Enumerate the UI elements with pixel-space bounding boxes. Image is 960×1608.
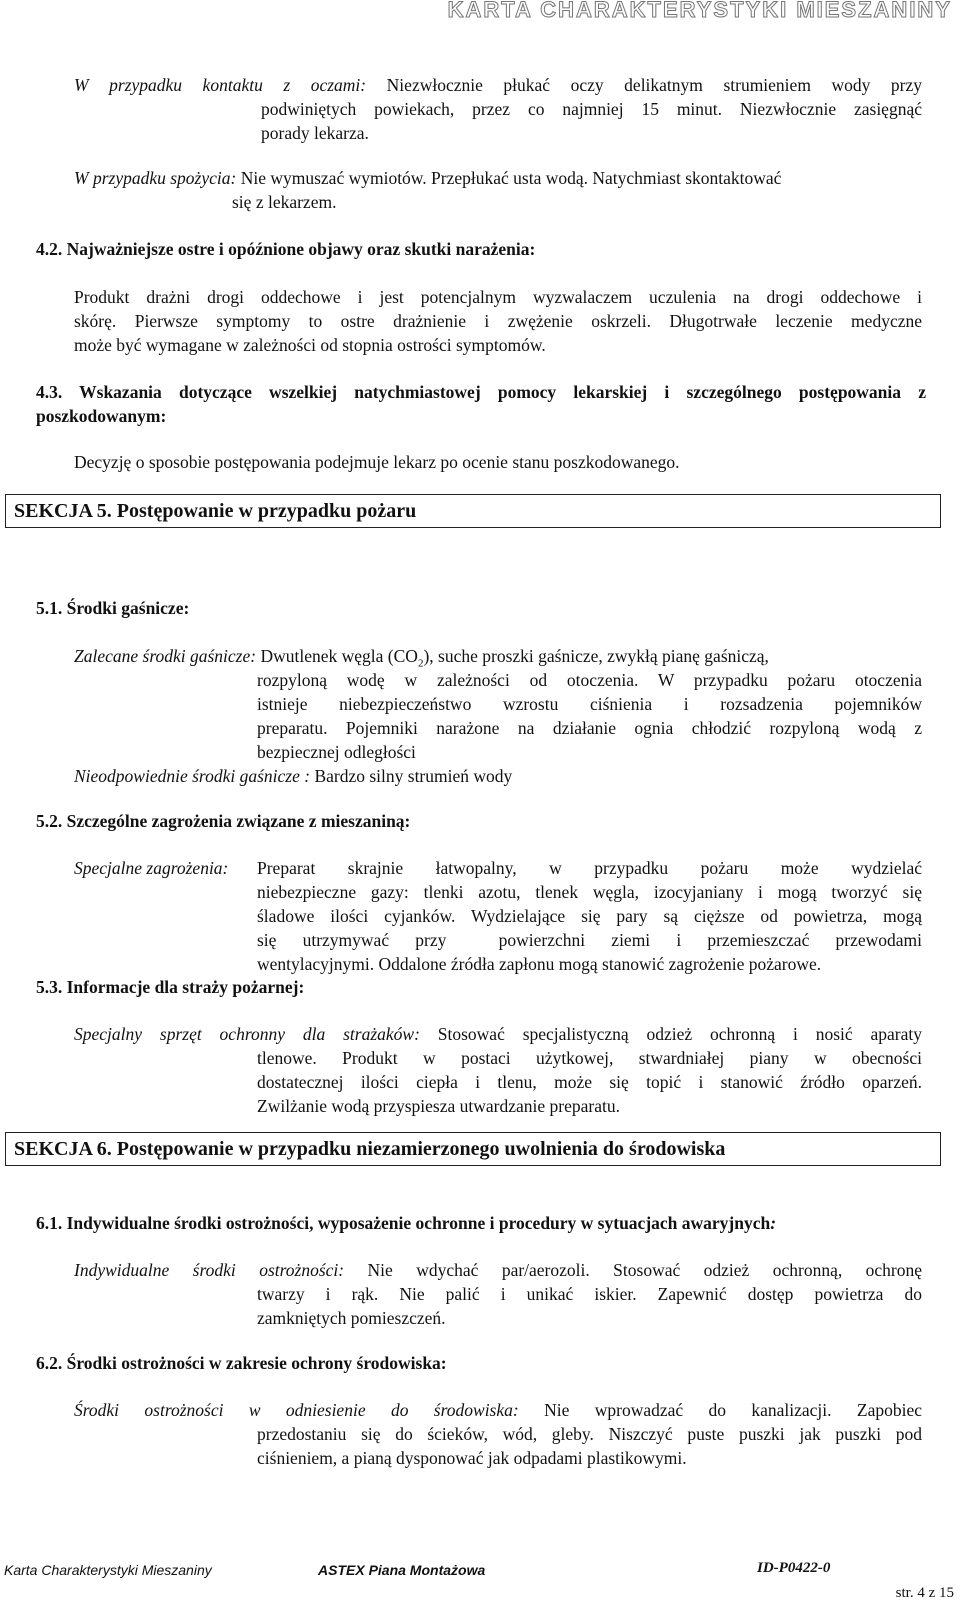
heading-6-1-text: 6.1. Indywidualne środki ostrożności, wyposażenie ochronne i procedury w sytuacjach awaryjnych [36,1213,771,1233]
first-aid-eyes [74,73,922,97]
unsuitable-text: Bardzo silny strumień wody [314,766,513,786]
special-hazards-line-2: niebezpieczne gazy: tlenki azotu, tlenek węgla, izocyjaniany i mogą tworzyć się [257,882,922,902]
first-aid-swallow [74,166,781,190]
section-6-title: SEKCJA 6. Postępowanie w przypadku niezamierzonego uwolnienia do środowiska [14,1138,726,1160]
recommended-line-4: preparatu. Pojemniki narażone na działanie ognia chłodzić rozpyloną wodą z [257,718,922,738]
firefighter-label: Specjalny sprzęt ochronny dla strażaków: [74,1024,420,1044]
s4-3-text: Decyzję o sposobie postępowania podejmuje lekarz po ocenie stanu poszkodowanego. [74,452,680,472]
heading-6-1 [36,1211,776,1235]
personal-precautions-line-3: zamkniętych pomieszczeń. [257,1308,446,1328]
section-6-header [5,1132,941,1166]
heading-5-1: 5.1. Środki gaśnicze: [36,598,190,618]
eyes-line-3: porady lekarza. [261,123,369,143]
footer-product-name: ASTEX Piana Montażowa [318,1562,486,1578]
s4-2-line-3: może być wymagane w zależności od stopnia ostrości symptomów. [74,335,546,355]
section-5-title: SEKCJA 5. Postępowanie w przypadku pożaru [14,500,417,522]
environmental-line-3: ciśnieniem, a pianą dysponować jak odpadami plastikowymi. [257,1448,687,1468]
personal-precautions-label: Indywidualne środki ostrożności: [74,1260,345,1280]
heading-6-1-colon: : [770,1213,777,1233]
heading-4-3-line-1: 4.3. Wskazania dotyczące wszelkiej natychmiastowej pomocy lekarskiej i szczególnego postępowania z [36,382,926,402]
unsuitable-agents [74,764,512,788]
environmental-precautions [74,1398,922,1422]
firefighter-equipment [74,1022,922,1046]
special-hazards-line-5: wentylacyjnymi. Oddalone źródła zapłonu mogą stanowić zagrożenie pożarowe. [257,954,822,974]
heading-4-2: 4.2. Najważniejsze ostre i opóźnione objawy oraz skutki narażenia: [36,239,536,259]
s4-2-line-2: skórę. Pierwsze symptomy to ostre drażnienie i zwężenie oskrzeli. Długotrwałe leczenie medyczne [74,311,922,331]
footer-document-id: ID-P0422-0 [757,1560,831,1576]
recommended-line-5: bezpiecznej odległości [257,742,416,762]
eyes-line-2: podwiniętych powiekach, przez co najmniej 15 minut. Niezwłocznie zasięgnąć [261,99,922,119]
firefighter-line-1: Stosować specjalistyczną odzież ochronną i nosić aparaty [437,1024,922,1044]
heading-5-2: 5.2. Szczególne zagrożenia związane z mieszaniną: [36,811,411,831]
s4-2-line-1: Produkt drażni drogi oddechowe i jest potencjalnym wyzwalaczem uczulenia na drogi oddechowe i [74,287,922,307]
recommended-line-1b: ), suche proszki gaśnicze, zwykłą pianę gaśniczą, [423,646,769,666]
recommended-line-2: rozpyloną wodę w zależności od otoczenia. W przypadku pożaru otoczenia [257,670,922,690]
eyes-line-1: Niezwłocznie płukać oczy delikatnym strumieniem wody przy [386,75,922,95]
swallow-line-2: się z lekarzem. [232,192,337,212]
document-header-title: KARTA CHARAKTERYSTYKI MIESZANINY [447,0,952,22]
personal-precautions-line-2: twarzy i rąk. Nie palić i unikać iskier. Zapewnić dostęp powietrza do [257,1284,922,1304]
firefighter-line-2: tlenowe. Produkt w postaci użytkowej, stwardniałej piany w obecności [257,1048,922,1068]
personal-precautions [74,1258,922,1282]
heading-4-3-line-2: poszkodowanym: [36,406,167,426]
co2-subscript: 2 [417,657,424,670]
eyes-label: W przypadku kontaktu z oczami: [74,75,367,95]
special-hazards-line-3: śladowe ilości cyjanków. Wydzielające się pary są cięższe od powietrza, mogą [257,906,922,926]
recommended-agents [74,644,922,668]
recommended-line-1a: Dwutlenek węgla (CO [260,646,418,666]
recommended-line-3: istnieje niebezpieczeństwo wzrostu ciśnienia i rozsadzenia pojemników [257,694,922,714]
swallow-line-1: Nie wymuszać wymiotów. Przepłukać usta wodą. Natychmiast skontaktować [240,168,782,188]
personal-precautions-line-1: Nie wdychać par/aerozoli. Stosować odzież ochronną, ochronę [367,1260,923,1280]
footer-page-number: str. 4 z 15 [895,1585,954,1601]
unsuitable-label: Nieodpowiednie środki gaśnicze : [74,766,311,786]
special-hazards-line-1: Preparat skrajnie łatwopalny, w przypadku pożaru może wydzielać [257,858,922,878]
footer-document-name: Karta Charakterystyki Mieszaniny [4,1562,212,1578]
environmental-line-1: Nie wprowadzać do kanalizacji. Zapobiec [544,1400,922,1420]
special-hazards-line-4: się utrzymywać przy powierzchni ziemi i przemieszczać przewodami [257,930,922,950]
swallow-label: W przypadku spożycia: [74,168,237,188]
environmental-line-2: przedostaniu się do ścieków, wód, gleby. Niszczyć puste puszki jak puszki pod [257,1424,922,1444]
environmental-label: Środki ostrożności w odniesienie do środowiska: [74,1400,519,1420]
recommended-label: Zalecane środki gaśnicze: [74,646,257,666]
section-5-header [5,494,941,528]
heading-5-3: 5.3. Informacje dla straży pożarnej: [36,977,305,997]
heading-6-2: 6.2. Środki ostrożności w zakresie ochrony środowiska: [36,1353,447,1373]
firefighter-line-3: dostatecznej ilości ciepła i tlenu, może się topić i stanowić źródło oparzeń. [257,1072,922,1092]
special-hazards-label: Specjalne zagrożenia: [74,858,229,878]
firefighter-line-4: Zwilżanie wodą przyspiesza utwardzanie preparatu. [257,1096,620,1116]
